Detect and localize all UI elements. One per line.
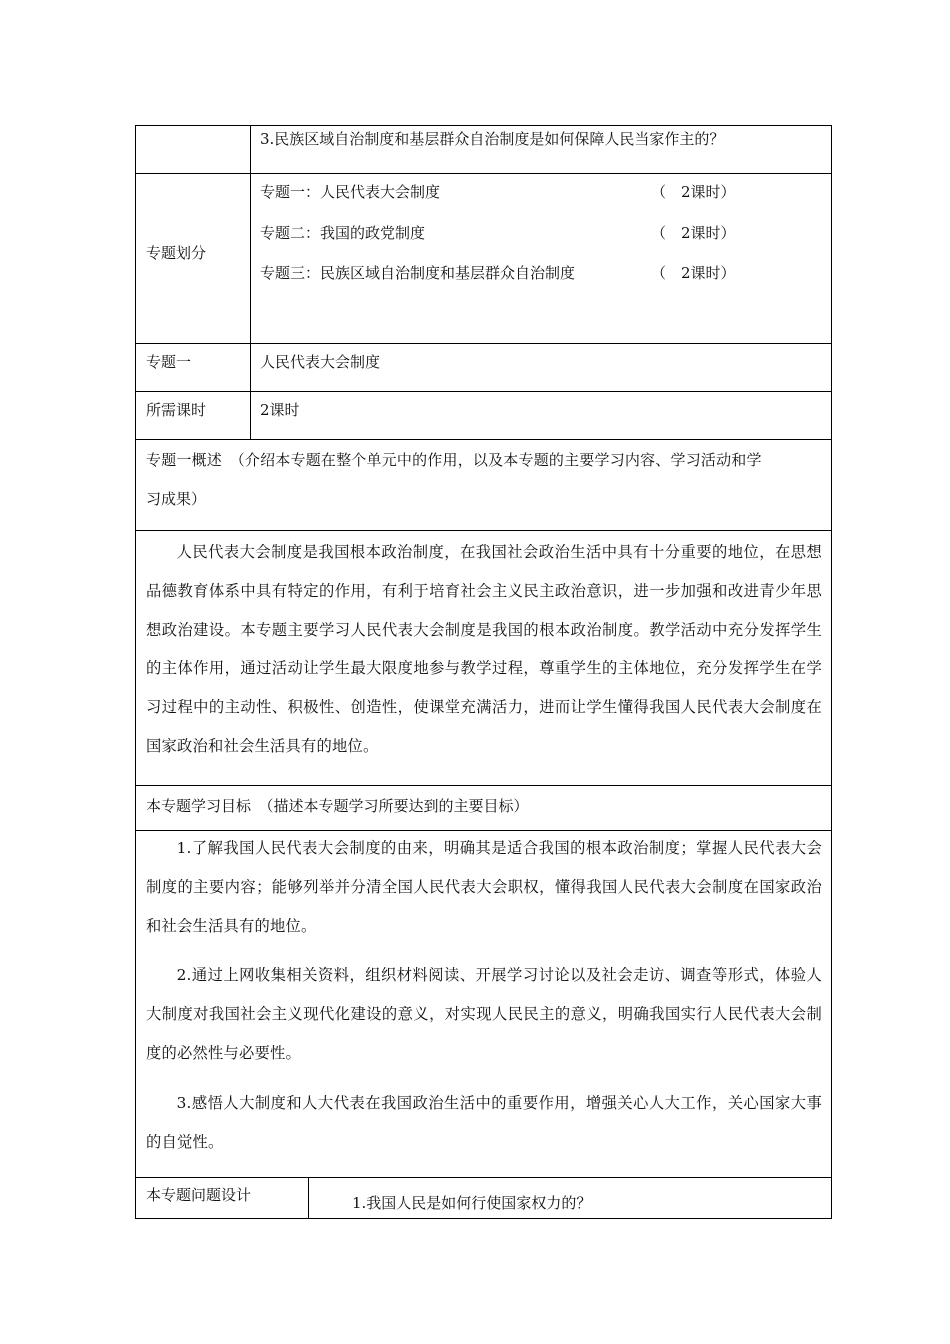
topics-division-label: 专题划分 — [146, 244, 207, 262]
table-rule — [135, 439, 832, 440]
hours-needed-label: 所需课时 — [146, 401, 207, 419]
topic-item-hours: （ 2课时） — [651, 183, 736, 201]
topic-item-hours: （ 2课时） — [651, 264, 736, 282]
table-column-divider — [308, 1177, 309, 1219]
table-rule — [135, 1177, 832, 1178]
goal-item: 2.通过上网收集相关资料，组织材料阅读、开展学习讨论以及社会走访、调查等形式，体验人大制度对我国社会主义现代化建设的意义，对实现人民民主的意义，明确我国实行人民代表大会制度的必然性与必要性。 — [146, 966, 822, 1062]
table-rule — [135, 391, 832, 392]
table-rule — [135, 785, 832, 786]
goals-heading: 本专题学习目标 （描述本专题学习所要达到的主要目标） — [146, 797, 529, 815]
hours-needed-value: 2课时 — [260, 401, 300, 419]
topic-item-title: 专题一：人民代表大会制度 — [260, 183, 441, 201]
table-column-divider — [250, 125, 251, 440]
table-rule — [135, 173, 832, 174]
table-border-right — [831, 125, 832, 1219]
question-design-label: 本专题问题设计 — [146, 1186, 252, 1204]
table-border-bottom — [135, 1218, 832, 1219]
question-three-text: 3.民族区域自治制度和基层群众自治制度是如何保障人民当家作主的？ — [260, 130, 725, 148]
topic-one-value: 人民代表大会制度 — [260, 353, 381, 371]
table-rule — [135, 343, 832, 344]
topic-item-title: 专题二：我国的政党制度 — [260, 224, 426, 242]
overview-heading-continued: 习成果） — [146, 490, 207, 508]
topic-item-title: 专题三：民族区域自治制度和基层群众自治制度 — [260, 264, 576, 282]
goal-item: 3.感悟人大制度和人大代表在我国政治生活中的重要作用，增强关心人大工作，关心国家大事的自觉性。 — [146, 1094, 822, 1151]
overview-heading: 专题一概述 （介绍本专题在整个单元中的作用，以及本专题的主要学习内容、学习活动和学 — [146, 451, 762, 469]
question-design-first-question: 1.我国人民是如何行使国家权力的？ — [352, 1194, 592, 1212]
topic-one-label: 专题一 — [146, 353, 192, 371]
goal-item: 1.了解我国人民代表大会制度的由来，明确其是适合我国的根本政治制度；掌握人民代表大会制度的主要内容；能够列举并分清全国人民代表大会职权，懂得我国人民代表大会制度在国家政治和社会生活具有的地位。 — [146, 839, 822, 935]
overview-body: 人民代表大会制度是我国根本政治制度，在我国社会政治生活中具有十分重要的地位，在思想品德教育体系中具有特定的作用，有利于培育社会主义民主政治意识，进一步加强和改进青少年思想政治建设。本专题主要学习人民代表大会制度是我国的根本政治制度。教学活动中充分发挥学生的主体作用，通过活动让学生最大限度地参与教学过程，尊重学生的主体地位，充分发挥学生在学习过程中的主动性、积极性、创造性，使课堂充满活力，进而让学生懂得我国人民代表大会制度在国家政治和社会生活具有的地位。 — [146, 543, 822, 755]
table-border-left — [135, 125, 136, 1219]
table-rule — [135, 530, 832, 531]
topic-item-hours: （ 2课时） — [651, 224, 736, 242]
table-border-top — [135, 125, 832, 126]
